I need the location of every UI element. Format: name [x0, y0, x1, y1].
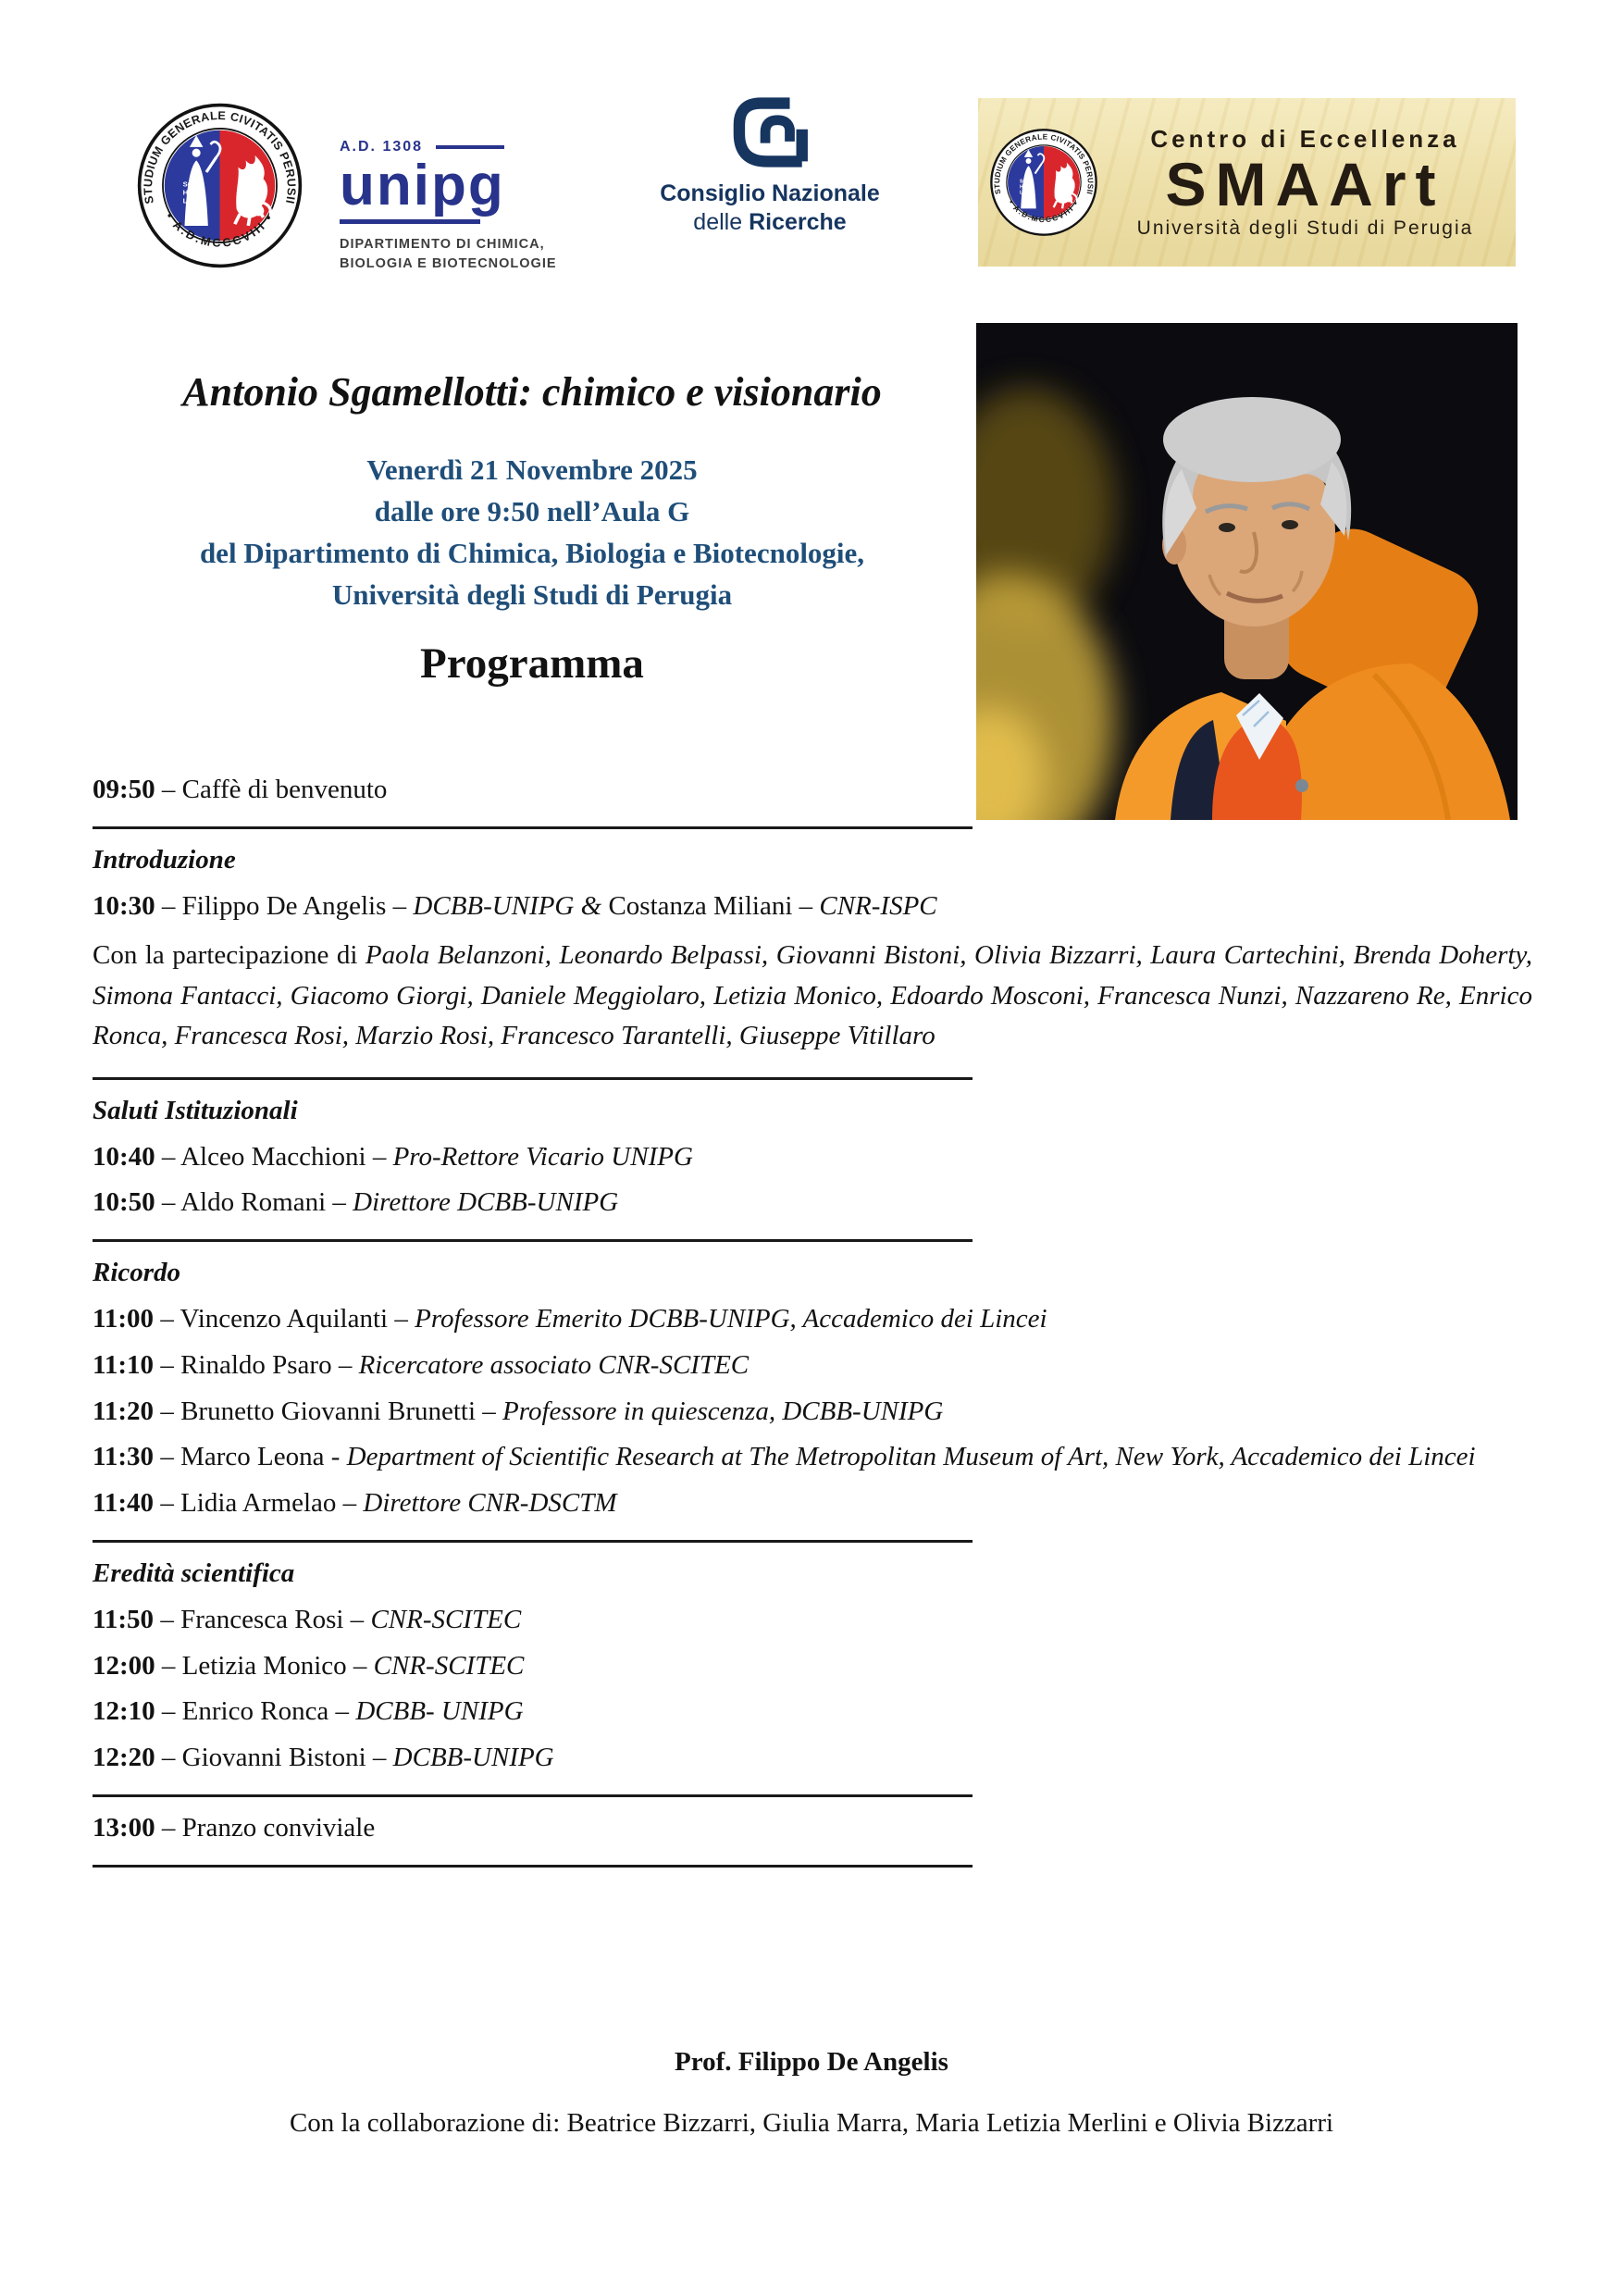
schedule-entry	[93, 1396, 1532, 1428]
collaboration-credits: Con la collaborazione di: Beatrice Bizzarri, Giulia Marra, Maria Letizia Merlini e Olivia Bizzarri	[289, 2108, 1334, 2138]
unipg-wordmark: unipg	[340, 154, 505, 217]
event-info-block	[93, 450, 972, 616]
entry-text: DCBB-UNIPG	[392, 1743, 554, 1773]
entry-text: – Marco Leona -	[154, 1442, 347, 1472]
schedule-entry	[93, 1742, 1532, 1774]
time-label: 12:10	[93, 1696, 155, 1727]
section-heading: Saluti Istituzionali	[93, 1095, 298, 1125]
time-label: 10:50	[93, 1187, 155, 1218]
entry-text: CNR-ISPC	[819, 890, 937, 921]
unipg-department-line2: BIOLOGIA E BIOTECNOLOGIE	[340, 256, 557, 272]
section-divider	[93, 1239, 973, 1242]
entry-text: – Filippo De Angelis –	[155, 890, 414, 921]
entry-text: DCBB- UNIPG	[355, 1696, 524, 1727]
entry-text: Pro-Rettore Vicario UNIPG	[392, 1141, 693, 1172]
entry-text: – Aldo Romani –	[155, 1187, 353, 1218]
unipg-rule-line	[436, 145, 504, 149]
time-label: 10:30	[93, 890, 155, 921]
smaart-wordmark: SMAArt	[1165, 149, 1445, 218]
smaart-banner	[978, 98, 1516, 267]
unipg-underline	[340, 219, 480, 224]
time-label: 11:40	[93, 1488, 155, 1519]
schedule-entry	[93, 1303, 1532, 1335]
smaart-line3: Università degli Studi di Perugia	[1136, 217, 1474, 240]
schedule-entry	[93, 1349, 1532, 1382]
entry-text: CNR-SCITEC	[370, 1604, 522, 1634]
schedule	[93, 774, 1532, 1882]
schedule-entry	[93, 890, 1532, 923]
schedule-entry	[93, 1487, 1532, 1520]
time-label: 11:20	[93, 1396, 155, 1426]
time-label: 10:40	[93, 1141, 155, 1172]
entry-text: Ricercatore associato CNR-SCITEC	[358, 1349, 750, 1380]
organizer-name: Prof. Filippo De Angelis	[675, 2047, 948, 2077]
entry-text: – Enrico Ronca –	[155, 1696, 356, 1727]
smaart-line1: Centro di Eccellenza	[1150, 124, 1460, 153]
unipg-ad-text: A.D. 1308	[340, 139, 424, 155]
event-date-line: Venerdì 21 Novembre 2025	[366, 453, 698, 486]
time-label: 12:20	[93, 1743, 155, 1773]
entry-text: Costanza Miliani –	[601, 890, 820, 921]
entry-text: Direttore DCBB-UNIPG	[353, 1187, 619, 1218]
schedule-entry	[93, 1812, 1532, 1844]
entry-text: – Letizia Monico –	[155, 1650, 374, 1681]
event-date-line: del Dipartimento di Chimica, Biologia e Biotecnologie,	[199, 536, 865, 569]
section-divider	[93, 1865, 973, 1868]
time-label: 09:50	[93, 775, 155, 804]
section-divider	[93, 826, 973, 829]
cnr-logo	[646, 94, 894, 238]
time-label: 11:30	[93, 1442, 155, 1472]
section-heading: Introduzione	[93, 844, 236, 875]
university-perugia-seal-logo	[136, 102, 304, 269]
schedule-entry	[93, 1441, 1532, 1473]
program-heading: Programma	[420, 639, 644, 688]
entry-text: – Vincenzo Aquilanti –	[154, 1304, 415, 1334]
section-heading: Ricordo	[93, 1258, 181, 1288]
entry-text: Professore in quiescenza, DCBB-UNIPG	[502, 1396, 944, 1426]
entry-text: – Caffè di benvenuto	[155, 775, 388, 804]
smaart-seal-icon	[989, 128, 1098, 237]
schedule-entry	[93, 1650, 1532, 1682]
schedule-entry	[93, 1604, 1532, 1636]
event-date-line: Università degli Studi di Perugia	[331, 577, 733, 611]
time-label: 13:00	[93, 1813, 155, 1843]
entry-text: Department of Scientific Research at The Metropolitan Museum of Art, New York, Accademico dei Lincei	[346, 1442, 1476, 1472]
time-label: 12:00	[93, 1650, 155, 1681]
time-label: 11:00	[93, 1304, 155, 1334]
entry-text: – Rinaldo Psaro –	[154, 1349, 359, 1380]
portrait-photo	[976, 323, 1518, 820]
schedule-entry	[93, 774, 1532, 806]
cnr-name-line1: Consiglio Nazionale	[660, 180, 880, 206]
entry-text: Professore Emerito DCBB-UNIPG, Accademico dei Lincei	[415, 1304, 1047, 1334]
schedule-entry	[93, 1186, 1532, 1219]
cnr-mark-icon	[730, 94, 810, 170]
cnr-ricerche: Ricerche	[749, 209, 847, 236]
unipg-logo	[340, 139, 571, 274]
entry-text: – Francesca Rosi –	[154, 1604, 371, 1634]
schedule-entry	[93, 1141, 1532, 1173]
page-title: Antonio Sgamellotti: chimico e visionario	[182, 369, 882, 415]
section-heading: Eredità scientifica	[93, 1558, 295, 1589]
entry-text: – Lidia Armelao –	[154, 1488, 364, 1519]
unipg-department-line1: DIPARTIMENTO DI CHIMICA,	[340, 237, 545, 252]
entry-text: – Alceo Macchioni –	[155, 1141, 393, 1172]
cnr-name-line2	[646, 208, 894, 237]
entry-text: Paola Belanzoni, Leonardo Belpassi, Giovanni Bistoni, Olivia Bizzarri, Laura Cartechini, Brenda Doherty, Simona Fantacci, Giacomo Giorgi, Daniele Meggiolaro, Letizia Monico, Edoardo Mosconi, Francesca Nunzi, Nazzareno Re, Enrico Ronca, Francesca Rosi, Marzio Rosi, Francesco Tarantelli, Giuseppe Vitillaro	[93, 940, 1532, 1051]
event-date-line: dalle ore 9:50 nell’Aula G	[374, 494, 690, 527]
section-divider	[93, 1077, 973, 1080]
time-label: 11:10	[93, 1349, 155, 1380]
schedule-entry	[93, 1695, 1532, 1728]
entry-text: – Pranzo conviviale	[155, 1813, 376, 1843]
entry-text: – Brunetto Giovanni Brunetti –	[154, 1396, 503, 1426]
cnr-delle: delle	[693, 209, 750, 236]
participants-paragraph	[93, 936, 1532, 1057]
entry-text: – Giovanni Bistoni –	[155, 1743, 393, 1773]
section-divider	[93, 1540, 973, 1543]
entry-text: Direttore CNR-DSCTM	[363, 1488, 617, 1519]
entry-text: DCBB-UNIPG &	[413, 890, 602, 921]
entry-text: Con la partecipazione di	[93, 940, 365, 971]
entry-text: CNR-SCITEC	[373, 1650, 525, 1681]
time-label: 11:50	[93, 1604, 155, 1634]
section-divider	[93, 1794, 973, 1797]
